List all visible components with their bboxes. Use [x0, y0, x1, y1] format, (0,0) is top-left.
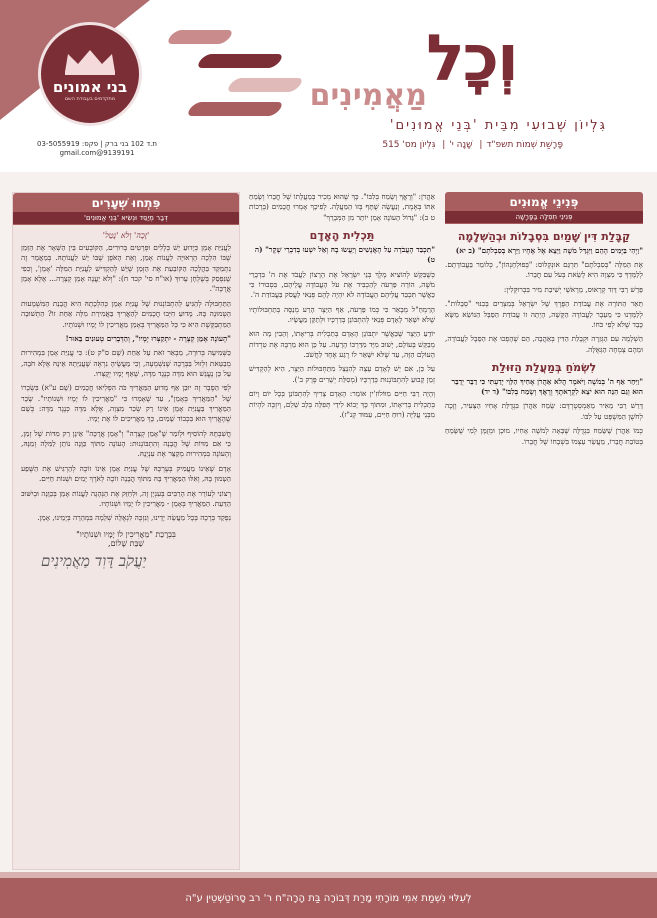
issue-number: גִּלְיוֹן מס' 515 — [382, 140, 436, 150]
issue-year: שָׁנָה י' — [449, 140, 473, 150]
title-sub: מַאֲמִינִים — [309, 78, 427, 113]
issue-parsha: פָּרָשַׁת שְׁמוֹת תשפ"ד — [486, 140, 563, 150]
dedication-text: לְעִלּוּי נִשְׁמַת אִמִּי מוֹרָתִי מָרַת דְּבוֹרָה בַּת הָרָה"ח ר' רב סָרוֹטַשְׁטֵין ע"ה — [185, 892, 472, 904]
banner-title: פְּנִינֵי אֱמוּנִים — [509, 195, 579, 209]
paragraph: כְּמוֹ אַהֲרֹן שֶׁשָּׂמַח בִּגְדֻלָּה שֶׁבָּאָה לְמֹשֶׁה אָחִיו, מוּכָן וּמְזֻמָּן לְמִי שֶׁשָּׂמֵחַ בְּטוֹבַת חֲבֵרוֹ, מַעֲשֵׂר עַצְמוֹ בִּשְׁבָחוֹ שֶׁל חֲבֵרוֹ. — [445, 426, 643, 446]
footer-dedication — [0, 878, 657, 918]
paragraph: הָרַמְחַ"ל מְבָאֵר כִּי כְּמוֹ פַּרְעֹה, אַף הַיֵּצֶר הָרַע מְנַסֶּה בְּתַחְבּוּלוֹתָיו שֶׁלֹּא יִשָּׁאֵר לָאָדָם פְּנַאי לְהִתְבּוֹנֵן בְּדַרְכָּיו וּלְתַקֵּן מַעֲשָׂיו. — [249, 304, 435, 324]
paragraph: יוֹדֵעַ הַיֵּצֶר שֶׁכַּאֲשֶׁר יִתְבּוֹנֵן הָאָדָם בְּתַכְלִית בְּרִיאָתוֹ, וְהֵבִין מָה הוּא מְבַקֵּשׁ בָּעוֹלָם, יָשׁוּב מִיָּד מִדַּרְכּוֹ הָרָעָה. עַל כֵּן הוּא מַרְבֶּה אֶת טִרְדוֹת הָעוֹלָם הַזֶּה, עַד שֶׁלֹּא יִשָּׁאֵר לוֹ רֶגַע אֶחָד לַחֲשֹׁב. — [249, 329, 435, 360]
paragraph: לַעֲנִיַּת אָמֵן כְּיָדוּעַ יֵשׁ כְּלָלִים וּפְרָטִים בְּרוּרִים, הַקּוֹבְעִים בֵּין הַשְּׁאָר אֶת הַזְּמַן שֶׁבּוֹ הִלְכָה הָרְאוּיָה לַעֲנוֹת אָמֵן, וְאֵת הָאֹפֶן שֶׁבּוֹ יֵשׁ לַעֲנוֹתָהּ. בְּמַאֲמָר זֶה נִתְמַקֵּד בַּהֲלָכָה הַקּוֹבַעַת אֶת הַזְּמַן שֶׁיֵּשׁ לְהַקְדִּישׁ לַעֲנִיַּת הַמִּלָּה 'אָמֵן', וְכִפִי שֶׁנִּפְסַק בְּשֻׁלְחָן עָרוּךְ (או"ח סי' קכד ח): "וְלֹא יַעֲנֶה אָמֵן קְצָרָה... אֶלָּא אָמֵן אֲרֻכָּה". — [21, 243, 231, 294]
banner-subtitle: פְּנִינֵי תְּפִלָּה בַּפָּרָשָׁה — [445, 211, 643, 223]
verse-quote: "וַיְהִי בַּיָּמִים הָהֵם וַיִּגְדַּל מֹשֶׁה וַיֵּצֵא אֶל אֶחָיו וַיַּרְא בְּסִבְלֹתָם" (ב יא) — [455, 245, 643, 255]
paragraph: הַשְׁלָמָה עִם הַגְּזֵרָה וּקְבָלַת הַדִּין בְּאַהֲבָה, הֵם שֶׁהָפְכוּ אֶת הַסֵּבֶל לַעֲבוֹדָה, וּמֵהֶם צָמְחָה הַגְּאֻלָּה. — [445, 334, 643, 354]
article-subheading: 'זָכָה' וְלֹא 'נָטַל' — [102, 231, 150, 240]
column-left-panel — [12, 192, 240, 870]
decorative-stripes — [150, 20, 350, 130]
logo-name: בני אמונים — [52, 78, 128, 96]
verse-quote: "וַיִּחַר אַף ה' בְּמֹשֶׁה וַיֹּאמֶר הֲלֹא אַהֲרֹן אָחִיךָ הַלֵּוִי יָדַעְתִּי כִּי דַבֵּר יְדַבֵּר הוּא וְגַם הִנֵּה הוּא יֹצֵא לִקְרָאתֶךָ וְרָאֲךָ וְשָׂמַח בְּלִבּוֹ" (ד יד) — [451, 376, 643, 397]
paragraph: הַתַּחְבּוּלָה לְהַגִּיעַ לְהִתְבּוֹנְנוּת שֶׁל עֲנִיַּת אָמֵן כְּהִלְכָתָהּ הִיא הֲבָנַת הַמִּשְׁמָעוּת הַטְּמוּנָה בָּהּ. מָדוּעַ חִיְּבוּ חֲכָמִים לְהַאֲרִיךְ בַּאֲמִירַת מִלָּה אַחַת זוֹ? הַתְּשׁוּבָה הַמִּתְבַּקֶּשֶׁת הִיא כִּי כָּל הַמַּאֲרִיךְ בְּאָמֵן מַאֲרִיכִין לוֹ יָמָיו וּשְׁנוֹתָיו. — [21, 298, 231, 329]
paragraph: אֶת הַמִּלָּה "בְּסִבְלֹתָם" תִּרְגֵּם אוּנְקְלוֹס: "בְּפוּלְחָנְהוֹן", כְּלוֹמַר בַּעֲבוֹדָתָם. לְלַמֶּדְךָ כִּי מִצְוָה הִיא לָשֵׂאת בְּעֹל עִם חֲבֵרוֹ. — [445, 260, 643, 280]
column-middle — [249, 192, 435, 870]
logo-badge — [38, 22, 142, 126]
banner-subtitle: דְּבַר מְיַסֵּד וּנְשִׂיא 'בְּנֵי אֱמוּנִים' — [13, 212, 239, 224]
paragraph: לְפִי הַסֶּבֶר זֶה יוּבַן אַף מָדוּעַ הַמַּאֲרִיךְ כֹּה הִפְלִיאוּ חֲכָמִים (שָׁם ע"א) בִּשְׂכָרוֹ שֶׁל "הַמַּאֲרִיךְ בְּאָמֵן", עַד שֶׁאָמְרוּ כִּי "מַאֲרִיכִין לוֹ יָמָיו וּשְׁנוֹתָיו". שָׂכָר הַמַּאֲרִיךְ בַּעֲנִיַּת אָמֵן אֵינוֹ רַק שְׂכַר מִצְוָה, אֶלָּא מִדָּה כְּנֶגֶד מִדָּה: כְּשֵׁם שֶׁהֶאֱרִיךְ הוּא בִּכְבוֹד שָׁמַיִם, כָּךְ מַאֲרִיכִים לוֹ אֶת יָמָיו. — [21, 383, 231, 424]
paragraph: אַהֲרֹן: "וְרָאֲךָ וְשָׂמַח בְּלִבּוֹ". כָּךְ שֶׁהוּא מְכִיר בְּמַעֲלָתוֹ שֶׁל חֲבֵרוֹ וְשָׂמֵחַ אִתּוֹ בְּאֶמֶת, וְנַעֲשֶׂה שֻׁתָּף בְּזוֹ הַמַּעֲלָה. לְפִיכָךְ אָמְרוּ חֲכָמִים (בְּרָכוֹת ט ב): "גָּדוֹל הָעוֹנֶה אָמֵן יוֹתֵר מִן הַמְּבָרֵךְ" — [249, 192, 435, 222]
paragraph: תֵּאֵר הַתּוֹרָה אֶת עֲבוֹדַת הַפֶּרֶךְ שֶׁל יִשְׂרָאֵל בְּמִצְרַיִם בְּכִנּוּי "סְבָלוֹת". לְלַמֶּדְנוּ כִּי מֵעֵבֶר לַעֲבוֹדָה הַקָּשָׁה, הָיְתָה זוֹ עֲבוֹדַת הַסַּבָּל הַנּוֹשֵׂא מַשָּׂא כָּבֵד שֶׁלֹּא לְפִי כֹּחוֹ. — [445, 299, 643, 329]
closing-block — [21, 530, 231, 571]
crown-icon — [60, 46, 120, 76]
contact-info — [22, 140, 172, 158]
column-right — [445, 192, 643, 870]
closing-shabbat: שַׁבַּת שָׁלוֹם, — [108, 538, 144, 548]
signature: יַעֲקֹב דָּוִד מַאֲמִינִים — [41, 551, 147, 570]
panel-body — [13, 225, 239, 577]
section-banner-right — [445, 192, 643, 224]
banner-title: פִּתְחוּ שְׁעָרִים — [91, 196, 161, 210]
closing-blessing: בִּבְרָכַת "מַאֲרִיכִין לוֹ יָמָיו וּשְׁנוֹתָיו" — [76, 529, 176, 539]
contact-email: 9139191@gmail.com — [59, 149, 135, 158]
article-heading: לִשְׂמֹחַ בְּמַעֲלַת הַזּוּלַת — [491, 360, 597, 374]
paragraph: עַל כֵּן, אִם יֵשׁ לָאָדָם עֵצָה לְהִנָּצֵל מִתַּחְבּוּלוֹת הַיֵּצֶר, הִיא לְהַקְדִּישׁ זְמַן קָבוּעַ לְהִתְבּוֹנְנוּת בְּדַרְכָּיו (מְסִלַּת יְשָׁרִים פֶּרֶק ב'). — [249, 364, 435, 384]
paragraph: כְּשֶׁבִּקֵּשׁ לְהוֹצִיא מֶלֶךְ בְּנֵי יִשְׂרָאֵל אֶת הָרָצוֹן לַעֲבֹד אֶת ה' בִּדְבָרֵי מֹשֶׁה, הוֹרָה פַּרְעֹה לְהַכְבִּיד אֶת עֹל הָעֲבוֹדָה עֲלֵיהֶם, בִּסְבוּרוֹ כִּי כַּאֲשֶׁר תִּכְבַּד עֲלֵיהֶם הָעֲבוֹדָה לֹא יִהְיֶה לָהֶם פְּנַאי לַעֲסֹק בַּעֲבוֹדַת ה'. — [249, 269, 435, 300]
highlight-quote: "הָעוֹנֶה אָמֵן קְצָרָה - יִתְקַצְּרוּ יָמָיו", וְהַדְּבָרִים טְעוּנִים בֵּאוּר! — [65, 333, 231, 343]
paragraph: רְצוֹנִי לְעוֹרֵר אֶת הָרַבִּים בְּעִנְיָן זֶה, וּלְחַזֵּק אֶת הַנְּהָגָה לַעֲנוֹת אָמֵן בְּכַוָּנָה וּבְיִשּׁוּב הַדַּעַת. הַמַּאֲרִיךְ בְּאָמֵן - מַאֲרִיכִין לוֹ יָמָיו וּשְׁנוֹתָיו. — [21, 488, 231, 508]
verse-quote: "תִּכְבַּד הָעֲבֹדָה עַל הָאֲנָשִׁים וְיַעֲשׂוּ בָהּ וְאַל יִשְׁעוּ בְּדִבְרֵי שָׁקֶר" (ה ט) — [254, 244, 435, 265]
contact-line-1: ת.ד 102 בני ברק | פקס: 03-5055919 — [37, 140, 157, 148]
article-heading: תַּכְלִית הָאָדָם — [309, 229, 375, 243]
logo-subtitle: מתקדמים בעבודת השם — [64, 96, 116, 102]
paragraph: וְהָיָה רַבִּי חַיִּים מִוּוֹלוֹזִ'ין אוֹמֵר: הָאָדָם צָרִיךְ לְהִתְבּוֹנֵן בְּכָל יוֹם וָיוֹם בְּתַכְלִית בְּרִיאָתוֹ, וּמִתּוֹךְ כָּךְ יָבוֹא לִידֵי תְּפִלָּה בְּלֵב שָׁלֵם, וְיִזְכֶּה לִהְיוֹת מִבְּנֵי עֲלִיָּה (רוּחַ חַיִּים, עַמּוּד קְנ"ז). — [249, 389, 435, 419]
paragraph: אָדָם שֶׁאֵינוֹ מַעֲמִיק בְּעֶרְכָּהּ שֶׁל עֲנִיַּת אָמֵן אֵינוֹ זוֹכֶה לְהַרְגִּישׁ אֶת הַשֶּׁפַע הַטָּמוּן בָּהּ, וְאִלּוּ הַמַּאֲרִיךְ בָּהּ מִתּוֹךְ הֲבָנָה זוֹכֶה לְאֹרֶךְ יָמִים וּשְׁנוֹת חַיִּים. — [21, 463, 231, 484]
section-banner-left — [13, 193, 239, 225]
paragraph: נִפְקַד בְּרָכָה בְּכָל מַעֲשֵׂה יָדֵינוּ, וְנִזְכֶּה לִגְאֻלָּה שְׁלֵמָה בִּמְהֵרָה בְּיָמֵינוּ, אָמֵן. — [37, 513, 231, 523]
paragraph: חֲשִׁבְתָּהּ לְהוֹסִיף וּלְוֹמַר שֶׁ"אָמֵן קְצָרָה" וְ"אָמֵן אֲרֻכָּה" אֵינָן רַק מִדּוֹת שֶׁל זְמַן, כִּי אִם מִדּוֹת שֶׁל הֲבָנָה וְהִתְבּוֹנְנוּת: הָעוֹנֶה מִתּוֹךְ כַּוָּנָה נוֹתֵן לַמִּלָּה זְמַנָּהּ, וְהָעוֹנֶה בִּמְהִירוּת מְקַצֵּר אֶת עִנְיָנָהּ. — [21, 428, 231, 459]
masthead — [0, 0, 657, 172]
issue-info: פָּרָשַׁת שְׁמוֹת תשפ"ד| שָׁנָה י'| גִּלְיוֹן מס' 515 — [382, 140, 563, 150]
paragraph: פֵּרֵשׁ רַבִּי דָּוִד קְרָאוּס, מֵרָאשֵׁי יְשִׁיבַת מִיר בִּבְרוּקְלִין: — [503, 284, 643, 294]
paragraph: כַּשְּׁמִיעָה בְּרוּרָה, מַבְאַר זֹאת עַל אַחַת (שָׁם ס"ק ט): כִּי עֲנִיַּת אָמֵן בִּמְהִירוּת מְבַטֵּאת זִלְזוּל בַּבְּרָכָה שֶׁנִּשְׁמְעָה, וְכִי מַעֲשֶׂיהָ נִרְאֶה שֶׁעֲנִיָּתָהּ אֵינָהּ אֶלָּא חֹבָה, עַל כֵּן נֶעֱנֵשׁ הוּא מִדָּה כְּנֶגֶד מִדָּה, שֶׁאַף יָמָיו יְקֻצְּרוּ. — [21, 348, 231, 378]
article-heading: קַבָּלַת דִּין שָׁמַיִם בִּסְבָלוֹת וּבְהַשְׁלָמָה — [457, 230, 631, 243]
tagline: גִּלְיוֹן שְׁבוּעִי מִבֵּית 'בְּנֵי אֱמוּנִים' — [389, 118, 607, 133]
title-main: וְכׇל — [426, 22, 517, 96]
paragraph: דָּרַשׁ רַבִּי מֵאִיר מֵאַמְסְטֶרְדָּם: שָׂמַח אַהֲרֹן בִּגְדֻלַּת אָחִיו הַצָּעִיר, וְזָכָה לְחֹשֶׁן הַמִּשְׁפָּט עַל לִבּוֹ. — [445, 401, 643, 421]
